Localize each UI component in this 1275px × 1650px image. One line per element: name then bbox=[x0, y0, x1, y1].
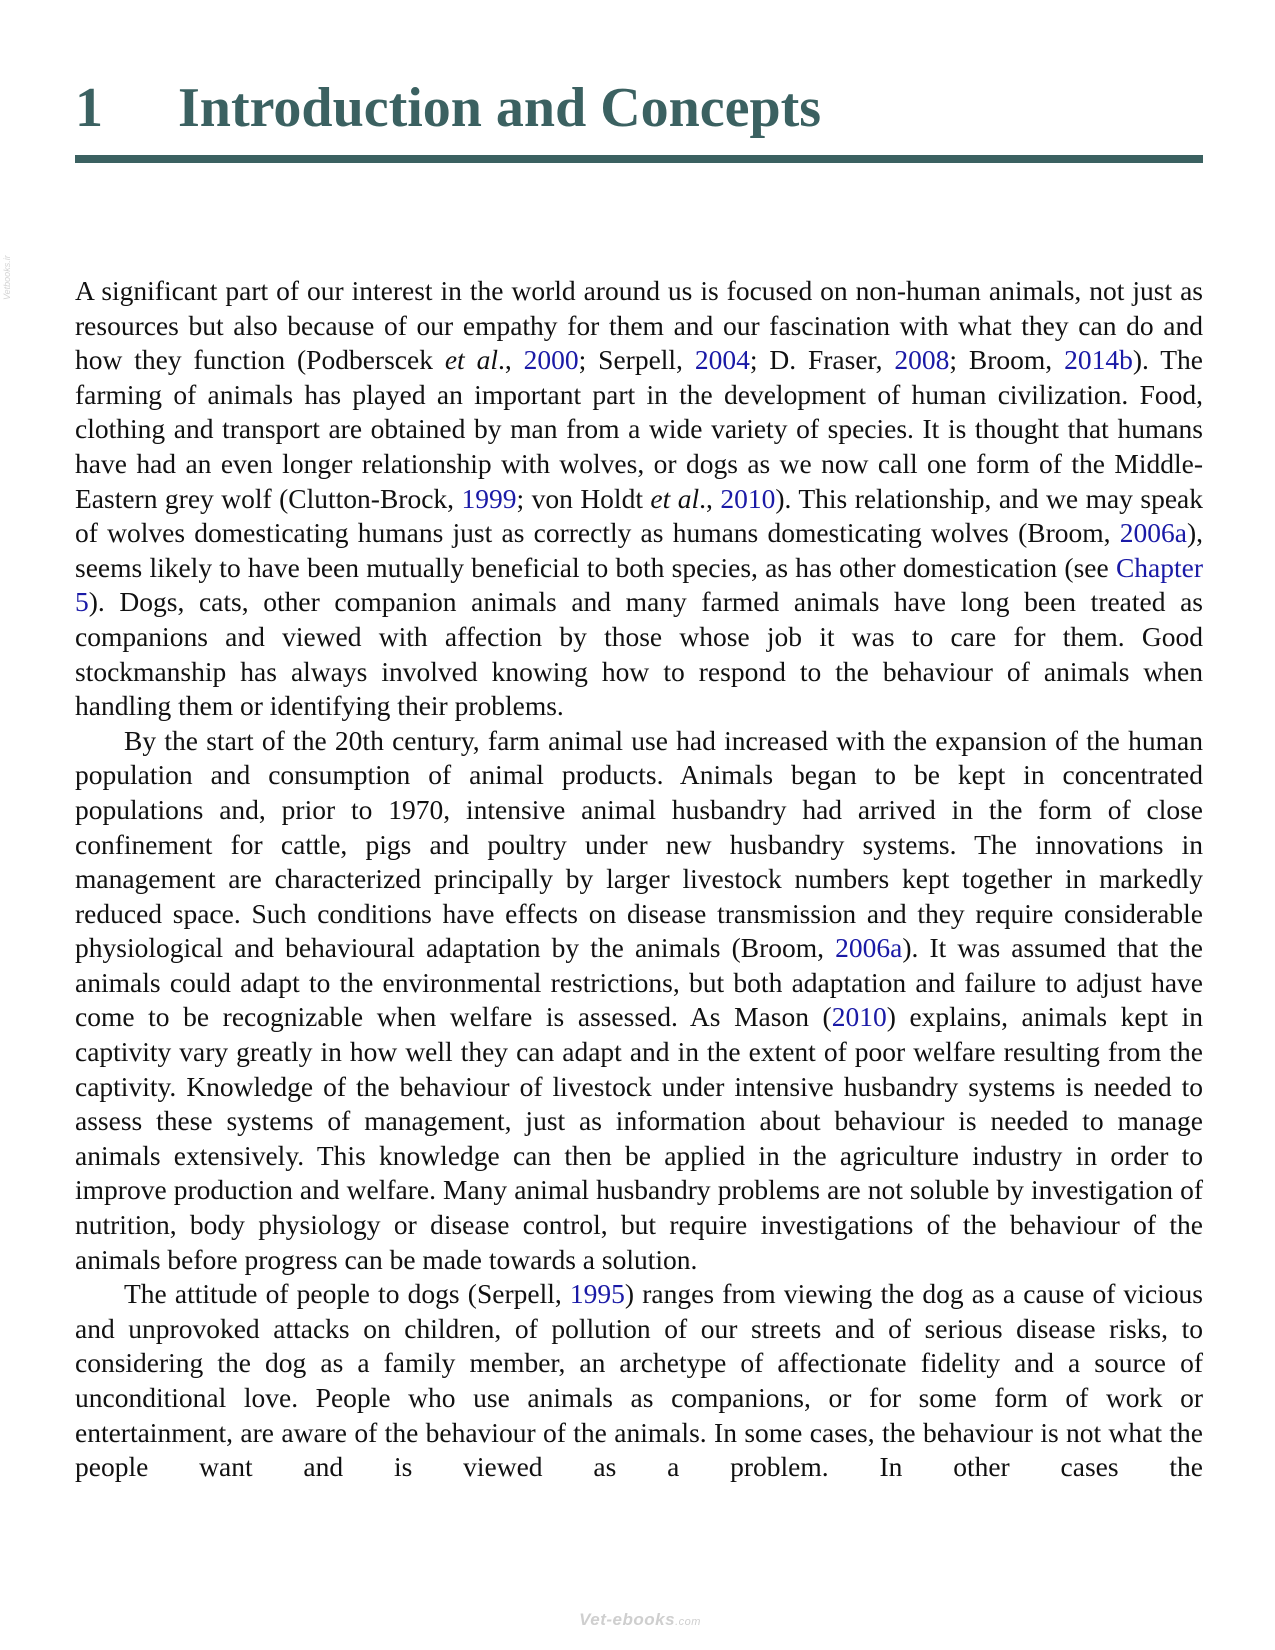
italic-text: et al bbox=[650, 482, 700, 514]
paragraph bbox=[75, 1277, 1203, 1485]
citation-link[interactable]: 2008 bbox=[894, 344, 950, 376]
footer-watermark-main: Vet-ebooks bbox=[579, 1610, 676, 1629]
footer-watermark bbox=[560, 1610, 720, 1638]
text-run: ) ranges from viewing the dog as a cause of vicious and unprovoked attacks on children, of pollution of our streets and of serious disease risks, to considering the dog as a family member, an archetype of affectionate fidelity and a source of unconditional love. People who use animals as companions, or for some form of work or entertainment, are aware of the behaviour of the animals. In some cases, the behaviour is not what the people want and is viewed as a problem. In other cases the bbox=[75, 1278, 1203, 1483]
citation-link[interactable]: 2006a bbox=[835, 932, 903, 964]
side-watermark: Vetbooks.ir bbox=[2, 255, 12, 300]
footer-watermark-suffix: .com bbox=[675, 1616, 701, 1628]
citation-link[interactable]: 2010 bbox=[831, 1001, 887, 1033]
text-run: ; D. Fraser, bbox=[749, 344, 895, 376]
italic-text: et al bbox=[444, 344, 498, 376]
citation-link[interactable]: Chapter 5 bbox=[75, 551, 1203, 618]
citation-link[interactable]: 2014b bbox=[1064, 344, 1133, 376]
text-run: ., bbox=[497, 344, 524, 376]
text-run: ; Broom, bbox=[949, 344, 1065, 376]
body-text bbox=[75, 274, 1203, 1485]
chapter-number: 1 bbox=[75, 77, 103, 139]
text-run: ). It was assumed that the animals could adapt to the environmental restrictions, but both adaptation and failure to adjust have come to be recognizable when welfare is assessed. As Mason ( bbox=[75, 932, 1204, 1033]
text-run: ; von Holdt bbox=[516, 482, 651, 514]
citation-link[interactable]: 2004 bbox=[694, 344, 750, 376]
text-run: ., bbox=[699, 482, 721, 514]
citation-link[interactable]: 2010 bbox=[720, 482, 776, 514]
citation-link[interactable]: 2000 bbox=[523, 344, 579, 376]
text-run: ). Dogs, cats, other companion animals and many farmed animals have long been treated as companions and viewed with affection by those whose job it was to care for them. Good stockmanship has always involved knowing how to respond to the behaviour of animals when handling them or identifying their problems. bbox=[75, 586, 1203, 722]
citation-link[interactable]: 1995 bbox=[569, 1278, 625, 1310]
chapter-title: Introduction and Concepts bbox=[178, 77, 822, 139]
citation-link[interactable]: 2006a bbox=[1119, 517, 1187, 549]
text-run: ; Serpell, bbox=[578, 344, 695, 376]
text-run: ), seems likely to have been mutually beneficial to both species, as has other domestication (see bbox=[75, 517, 1203, 583]
text-run: A significant part of our interest in the world around us is focused on non-human animals, not just as resources but also because of our empathy for them and our fascination with what they can do and how they function (Podberscek bbox=[75, 275, 1203, 376]
text-run: ). The farming of animals has played an important part in the development of human civilization. Food, clothing and transport are obtained by man from a wide variety of species. It is thought that humans have had an even longer relationship with wolves, or dogs as we now call one form of the Middle-Eastern grey wolf (Clutton-Brock, bbox=[75, 344, 1203, 514]
paragraph bbox=[75, 724, 1203, 1278]
text-run: ). This relationship, and we may speak of wolves domesticating humans just as correctly as humans domesticating wolves (Broom, bbox=[75, 482, 1203, 549]
text-run: By the start of the 20th century, farm animal use had increased with the expansion of the human population and consumption of animal products. Animals began to be kept in concentrated populations and, prior to 1970, intensive animal husbandry had arrived in the form of close confinement for cattle, pigs and poultry under new husbandry systems. The innovations in management are characterized principally by larger livestock numbers kept together in markedly reduced space. Such conditions have effects on disease transmission and they require considerable physiological and behavioural adaptation by the animals (Broom, bbox=[75, 724, 1203, 964]
citation-link[interactable]: 1999 bbox=[461, 482, 517, 514]
heading-rule bbox=[75, 155, 1203, 163]
paragraph bbox=[75, 274, 1203, 724]
text-run: The attitude of people to dogs (Serpell, bbox=[124, 1278, 570, 1310]
text-run: ) explains, animals kept in captivity vary greatly in how well they can adapt and in the extent of poor welfare resulting from the captivity. Knowledge of the behaviour of livestock under intensive husbandry systems is needed to assess these systems of management, just as information about behaviour is needed to manage animals extensively. This knowledge can then be applied in the agriculture industry in order to improve production and welfare. Many animal husbandry problems are not soluble by investigation of nutrition, body physiology or disease control, but require investigations of the behaviour of the animals before progress can be made towards a solution. bbox=[75, 1001, 1203, 1275]
chapter-heading bbox=[75, 76, 1203, 140]
